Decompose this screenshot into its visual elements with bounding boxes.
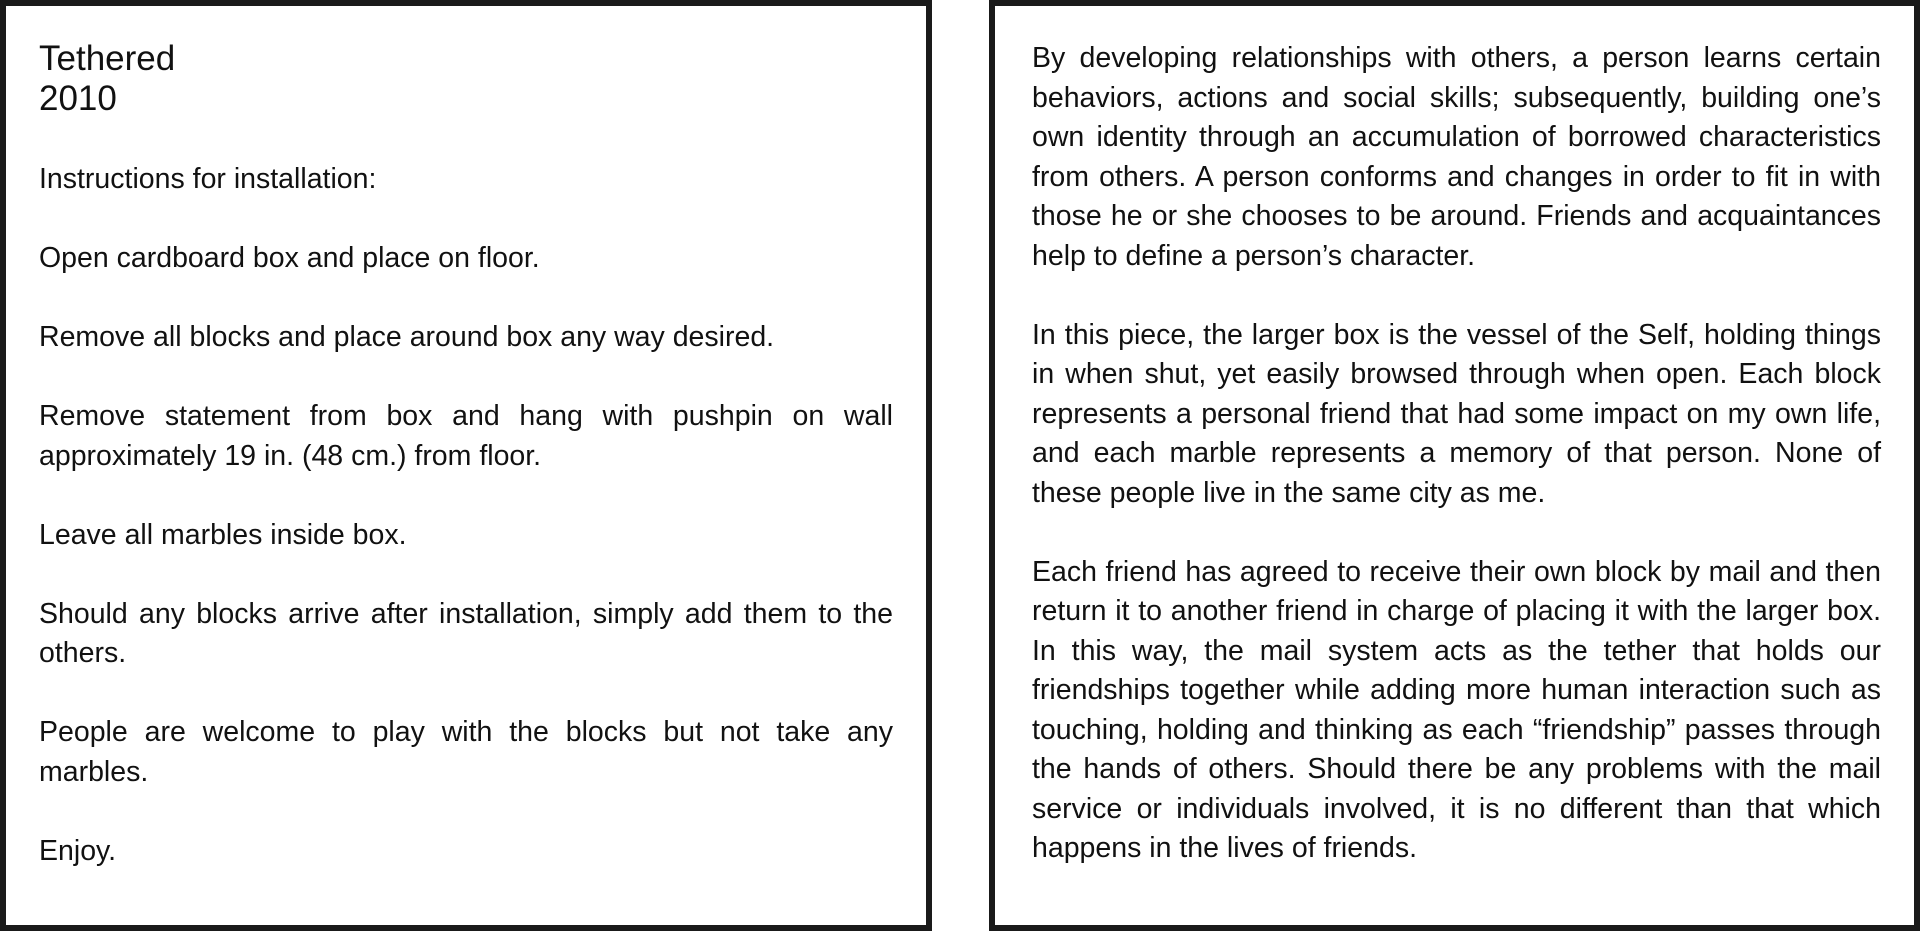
instruction-step: Remove statement from box and hang with pushpin on wall approximately 19 in. (48 cm.) from floor.	[39, 400, 893, 472]
title-block	[39, 39, 893, 119]
instruction-step: Remove all blocks and place around box any way desired.	[39, 321, 775, 353]
instruction-step: Should any blocks arrive after installation, simply add them to the others.	[39, 597, 893, 669]
instruction-step: Open cardboard box and place on floor.	[39, 242, 540, 274]
statement-paragraph: By developing relationships with others, a person learns certain behaviors, actions and social skills; subsequently, building one’s own identity through an accumulation of borrowed characteristics from others. A person conforms and changes in order to fit in with those he or she chooses to be around. Friends and acquaintances help to define a person’s character.	[1032, 42, 1881, 272]
instruction-step: People are welcome to play with the blocks but not take any marbles.	[39, 716, 893, 788]
instruction-step: Enjoy.	[39, 834, 117, 867]
instructions-heading: Instructions for installation:	[39, 163, 377, 195]
artwork-title: Tethered	[39, 39, 176, 78]
instructions-panel	[0, 0, 932, 931]
instruction-step: Leave all marbles inside box.	[39, 518, 407, 551]
statement-paragraph: Each friend has agreed to receive their own block by mail and then return it to another friend in charge of placing it with the larger box. In this way, the mail system acts as the tether that holds our friendships together while adding more human interaction such as touching, holding and thinking as each “friendship” passes through the hands of others. Should there be any problems with the mail service or individuals involved, it is no different than that which happens in the lives of friends.	[1032, 555, 1881, 864]
artwork-year: 2010	[39, 79, 117, 118]
statement-panel	[989, 0, 1920, 931]
statement-paragraph: In this piece, the larger box is the vessel of the Self, holding things in when shut, yet easily browsed through when open. Each block represents a personal friend that had some impact on my own life, and each marble represents a memory of that person. None of these people live in the same city as me.	[1032, 318, 1881, 509]
